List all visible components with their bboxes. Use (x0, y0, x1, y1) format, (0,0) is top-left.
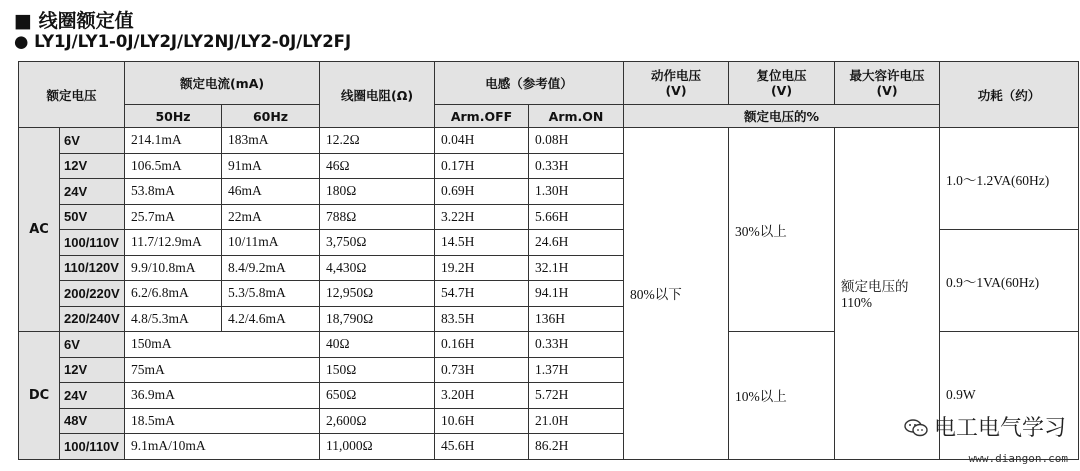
current-50hz-cell: 53.8mA (125, 179, 222, 205)
resistance-cell: 12.2Ω (320, 128, 435, 154)
resistance-cell: 2,600Ω (320, 408, 435, 434)
voltage-cell: 48V (60, 408, 125, 434)
current-60hz-cell: 10/11mA (222, 230, 320, 256)
arm-off-cell: 3.22H (435, 204, 529, 230)
current-60hz-cell: 91mA (222, 153, 320, 179)
arm-on-cell: 0.33H (529, 332, 624, 358)
group-ac: AC (19, 128, 60, 332)
coil-rating-table (18, 61, 1079, 460)
watermark-text: 电工电气学习 (933, 416, 1066, 441)
current-60hz-cell: 4.2/4.6mA (222, 306, 320, 332)
arm-on-cell: 94.1H (529, 281, 624, 307)
resistance-cell: 18,790Ω (320, 306, 435, 332)
pickup-voltage-cell: 80%以下 (624, 128, 729, 460)
current-50hz-cell: 9.9/10.8mA (125, 255, 222, 281)
arm-on-cell: 5.66H (529, 204, 624, 230)
resistance-cell: 40Ω (320, 332, 435, 358)
resistance-cell: 180Ω (320, 179, 435, 205)
arm-on-cell: 1.30H (529, 179, 624, 205)
current-60hz-cell: 5.3/5.8mA (222, 281, 320, 307)
arm-off-cell: 10.6H (435, 408, 529, 434)
arm-on-cell: 0.08H (529, 128, 624, 154)
current-50hz-cell: 11.7/12.9mA (125, 230, 222, 256)
voltage-cell: 100/110V (60, 434, 125, 460)
arm-on-cell: 32.1H (529, 255, 624, 281)
resistance-cell: 11,000Ω (320, 434, 435, 460)
max-voltage-cell: 额定电压的110% (835, 128, 940, 460)
table-row (19, 128, 1079, 154)
dropout-voltage-dc-cell: 10%以上 (729, 332, 835, 460)
arm-off-cell: 0.04H (435, 128, 529, 154)
arm-on-cell: 1.37H (529, 357, 624, 383)
arm-on-cell: 21.0H (529, 408, 624, 434)
arm-off-cell: 0.73H (435, 357, 529, 383)
resistance-cell: 12,950Ω (320, 281, 435, 307)
resistance-cell: 46Ω (320, 153, 435, 179)
watermark (904, 411, 1066, 442)
current-50hz-cell: 214.1mA (125, 128, 222, 154)
dropout-voltage-ac-cell: 30%以上 (729, 128, 835, 332)
header-percent-of-rated: 额定电压的% (624, 105, 940, 128)
header-pickup-voltage: 动作电压 (V) (624, 62, 729, 105)
current-60hz-cell: 22mA (222, 204, 320, 230)
arm-off-cell: 83.5H (435, 306, 529, 332)
current-50hz-cell: 6.2/6.8mA (125, 281, 222, 307)
resistance-cell: 150Ω (320, 357, 435, 383)
voltage-cell: 220/240V (60, 306, 125, 332)
power-ac-cell-2: 0.9～1VA(60Hz) (940, 230, 1079, 332)
voltage-cell: 6V (60, 332, 125, 358)
voltage-cell: 110/120V (60, 255, 125, 281)
arm-off-cell: 14.5H (435, 230, 529, 256)
header-60hz: 60Hz (222, 105, 320, 128)
arm-on-cell: 86.2H (529, 434, 624, 460)
resistance-cell: 4,430Ω (320, 255, 435, 281)
arm-on-cell: 24.6H (529, 230, 624, 256)
current-50hz-cell: 4.8/5.3mA (125, 306, 222, 332)
current-cell: 36.9mA (125, 383, 320, 409)
current-60hz-cell: 8.4/9.2mA (222, 255, 320, 281)
model-list: ● LY1J/LY1-0J/LY2J/LY2NJ/LY2-0J/LY2FJ (14, 32, 352, 51)
header-50hz: 50Hz (125, 105, 222, 128)
current-50hz-cell: 106.5mA (125, 153, 222, 179)
chat-bubble-icon (904, 419, 928, 437)
section-title: ■ 线圈额定值 (14, 10, 134, 32)
current-cell: 9.1mA/10mA (125, 434, 320, 460)
arm-off-cell: 0.17H (435, 153, 529, 179)
current-60hz-cell: 183mA (222, 128, 320, 154)
voltage-cell: 12V (60, 153, 125, 179)
arm-on-cell: 136H (529, 306, 624, 332)
header-arm-off: Arm.OFF (435, 105, 529, 128)
header-max-voltage: 最大容许电压 (V) (835, 62, 940, 105)
voltage-cell: 6V (60, 128, 125, 154)
arm-off-cell: 19.2H (435, 255, 529, 281)
group-dc: DC (19, 332, 60, 460)
header-inductance: 电感（参考值） (435, 62, 624, 105)
voltage-cell: 24V (60, 383, 125, 409)
arm-off-cell: 54.7H (435, 281, 529, 307)
header-rated-voltage: 额定电压 (19, 62, 125, 128)
power-dc-cell: 0.9W (940, 332, 1079, 460)
header-power: 功耗（约） (940, 62, 1079, 128)
current-cell: 150mA (125, 332, 320, 358)
arm-off-cell: 3.20H (435, 383, 529, 409)
header-rated-current: 额定电流(mA) (125, 62, 320, 105)
voltage-cell: 50V (60, 204, 125, 230)
header-dropout-voltage: 复位电压 (V) (729, 62, 835, 105)
source-url: www.diangon.com (968, 452, 1068, 465)
voltage-cell: 24V (60, 179, 125, 205)
arm-off-cell: 0.16H (435, 332, 529, 358)
resistance-cell: 788Ω (320, 204, 435, 230)
current-cell: 18.5mA (125, 408, 320, 434)
voltage-cell: 12V (60, 357, 125, 383)
resistance-cell: 3,750Ω (320, 230, 435, 256)
voltage-cell: 100/110V (60, 230, 125, 256)
current-60hz-cell: 46mA (222, 179, 320, 205)
arm-off-cell: 0.69H (435, 179, 529, 205)
header-arm-on: Arm.ON (529, 105, 624, 128)
arm-on-cell: 0.33H (529, 153, 624, 179)
current-cell: 75mA (125, 357, 320, 383)
header-coil-resistance: 线圈电阻(Ω) (320, 62, 435, 128)
resistance-cell: 650Ω (320, 383, 435, 409)
arm-off-cell: 45.6H (435, 434, 529, 460)
current-50hz-cell: 25.7mA (125, 204, 222, 230)
power-ac-cell-1: 1.0～1.2VA(60Hz) (940, 128, 1079, 230)
arm-on-cell: 5.72H (529, 383, 624, 409)
voltage-cell: 200/220V (60, 281, 125, 307)
